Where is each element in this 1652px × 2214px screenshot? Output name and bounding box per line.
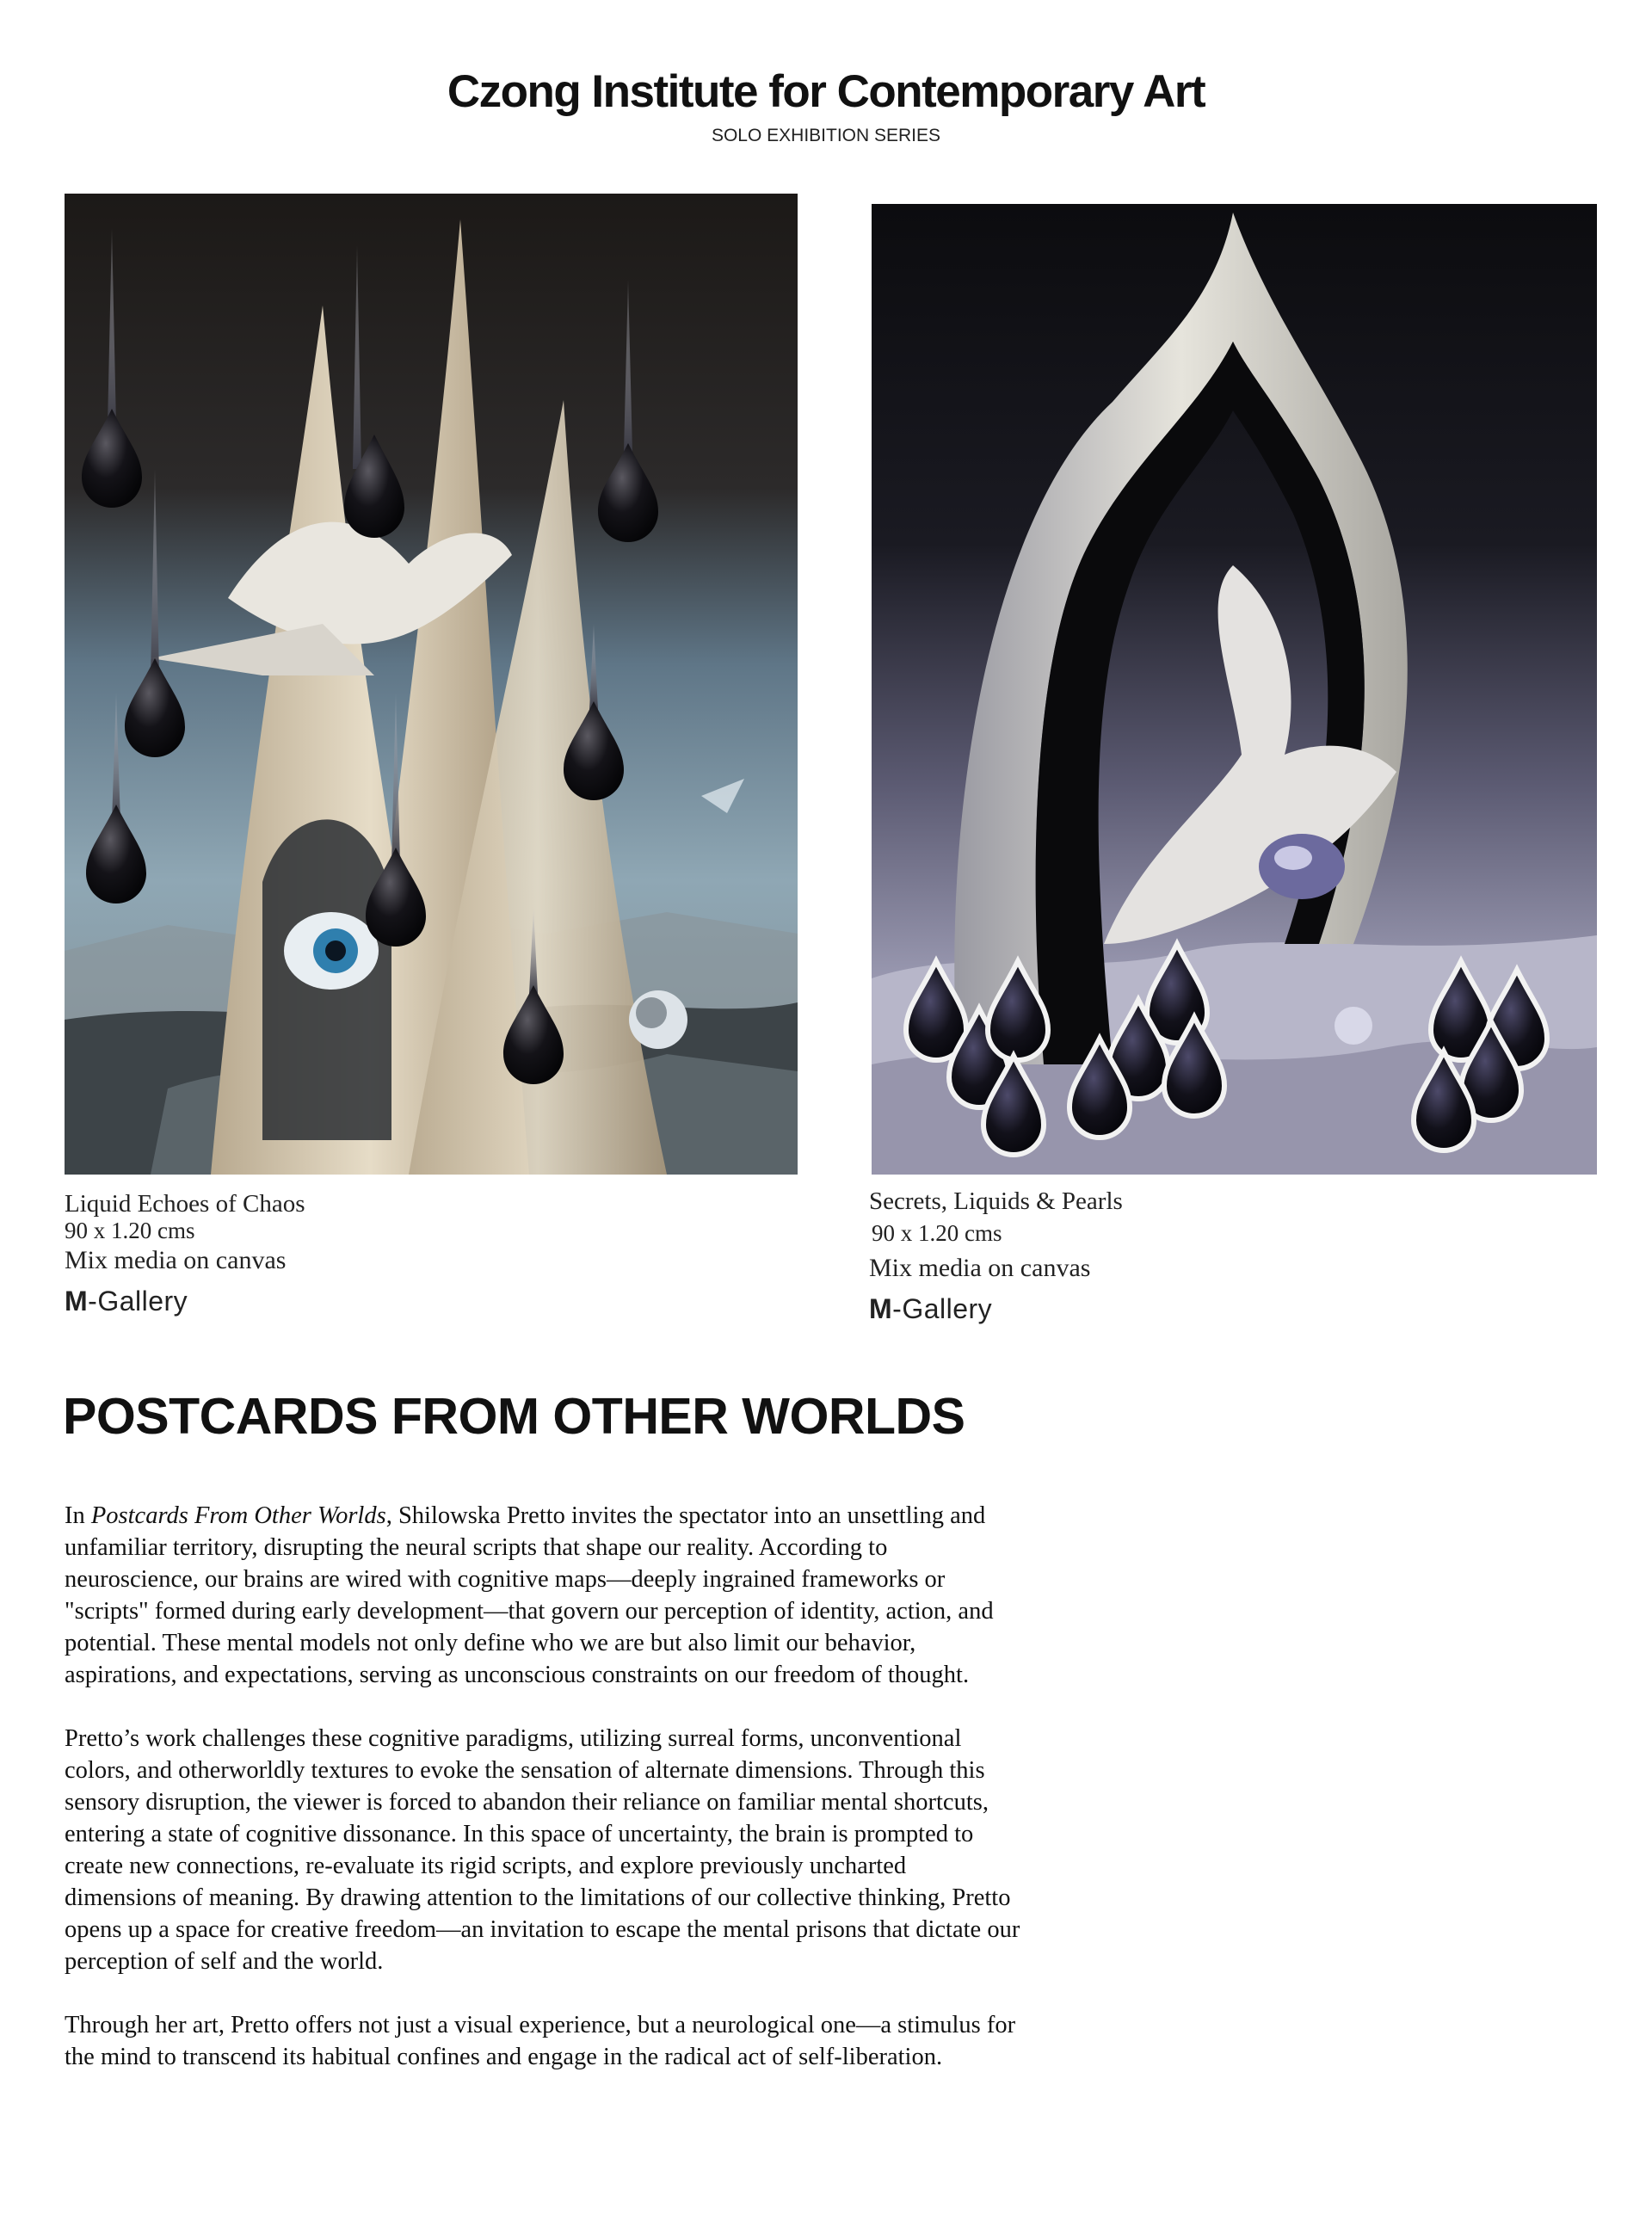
paragraph-1 (65, 1500, 1149, 1691)
painting-liquid-echoes (65, 194, 798, 1175)
institution-name: Czong Institute for Contemporary Art (447, 66, 1205, 117)
artwork-medium: Mix media on canvas (65, 1246, 287, 1275)
gallery-logo-text: -Gallery (88, 1285, 188, 1317)
artwork-caption-2 (869, 1187, 1123, 1325)
gallery-logo-mark: M (65, 1285, 89, 1317)
series-label: SOLO EXHIBITION SERIES (711, 126, 941, 146)
paragraph-1-lead: In (65, 1502, 91, 1529)
artwork-title: Secrets, Liquids & Pearls (869, 1187, 1123, 1215)
page-header (0, 67, 1652, 146)
exhibition-headline: POSTCARDS FROM OTHER WORLDS (63, 1388, 965, 1445)
artwork-medium: Mix media on canvas (869, 1254, 1091, 1283)
gallery-logo-mark: M (869, 1292, 893, 1324)
artwork-caption-1 (65, 1190, 305, 1317)
artwork-dimensions: 90 x 1.20 cms (872, 1220, 1002, 1247)
paragraph-3: Through her art, Pretto offers not just a visual experience, but a neurological one—a stimulus for the mind to transcend its habitual confines and engage in the radical act of self-liberation. (65, 2012, 1016, 2070)
paragraph-2: Pretto’s work challenges these cognitive paradigms, utilizing surreal forms, unconventional colors, and otherworldly textures to evoke the sensation of alternate dimensions. Through this sensory disruption, the viewer is forced to abandon their reliance on familiar mental shortcuts, entering a state of cognitive dissonance. In this space of uncertainty, the brain is prompted to create new connections, re-evaluate its rigid scripts, and explore previously uncharted dimensions of meaning. By drawing attention to the limitations of our collective thinking, Pretto opens up a space for creative freedom—an invitation to escape the mental prisons that dictate our perception of self and the world. (65, 1725, 1020, 1975)
artwork-image-secrets-liquids (872, 204, 1597, 1175)
exhibition-title-italic: Postcards From Other Worlds (90, 1502, 386, 1529)
article-body (65, 1500, 1149, 2105)
gallery-logo-text: -Gallery (892, 1292, 993, 1324)
gallery-logo (65, 1286, 305, 1317)
artwork-image-liquid-echoes (65, 194, 798, 1175)
gallery-logo (869, 1293, 1123, 1325)
artwork-title: Liquid Echoes of Chaos (65, 1190, 305, 1218)
painting-secrets-liquids (872, 204, 1597, 1175)
artwork-dimensions: 90 x 1.20 cms (65, 1218, 195, 1244)
paragraph-1-text: , Shilowska Pretto invites the spectator into an unsettling and unfamiliar territory, disrupting the neural scripts that shape our reality. According to neuroscience, our brains are wired with cognitive maps—deeply ingrained frameworks or "scripts" formed during early development—that govern our perception of identity, action, and potential. These mental models not only define who we are but also limit our behavior, aspirations, and expectations, serving as unconscious constraints on our freedom of thought. (65, 1502, 994, 1688)
